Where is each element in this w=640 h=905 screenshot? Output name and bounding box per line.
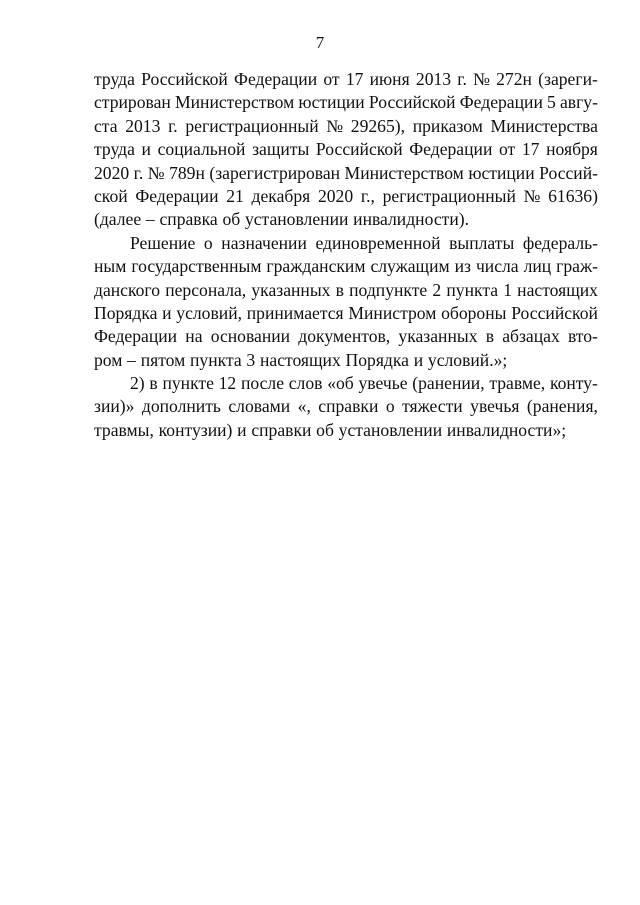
text-line: зии)» дополнить словами «, справки о тяжести увечья (ранения, bbox=[94, 396, 598, 417]
text-line: Федерации на основании документов, указанных в абзацах вто- bbox=[94, 326, 598, 347]
text-line: труда Российской Федерации от 17 июня 2013 г. № 272н (зареги- bbox=[94, 69, 598, 89]
text-line: ным государственным гражданским служащим из числа лиц граж- bbox=[94, 256, 598, 277]
text-line: 2020 г. № 789н (зарегистрирован Министерством юстиции Россий- bbox=[94, 162, 598, 183]
text-line: ской Федерации 21 декабря 2020 г., регистрационный № 61636) bbox=[94, 185, 598, 206]
text-line: ста 2013 г. регистрационный № 29265), приказом Министерства bbox=[94, 115, 598, 136]
text-line: Решение о назначении единовременной выплаты федераль- bbox=[130, 232, 598, 253]
document-body bbox=[94, 68, 598, 442]
text-line: 2) в пункте 12 после слов «об увечье (ранении, травме, конту- bbox=[130, 373, 598, 394]
text-line: данского персонала, указанных в подпункте 2 пункта 1 настоящих bbox=[94, 279, 598, 300]
text-line: (далее – справка об установлении инвалидности). bbox=[94, 209, 469, 230]
text-line: стрирован Министерством юстиции Российской Федерации 5 авгу- bbox=[94, 92, 598, 113]
text-line: Порядка и условий, принимается Министром обороны Российской bbox=[94, 302, 598, 323]
text-line: травмы, контузии) и справки об установлении инвалидности»; bbox=[94, 419, 567, 440]
text-line: труда и социальной защиты Российской Федерации от 17 ноября bbox=[94, 139, 598, 160]
text-line: ром – пятом пункта 3 настоящих Порядка и условий.»; bbox=[94, 349, 508, 370]
page-number: 7 bbox=[315, 33, 325, 52]
